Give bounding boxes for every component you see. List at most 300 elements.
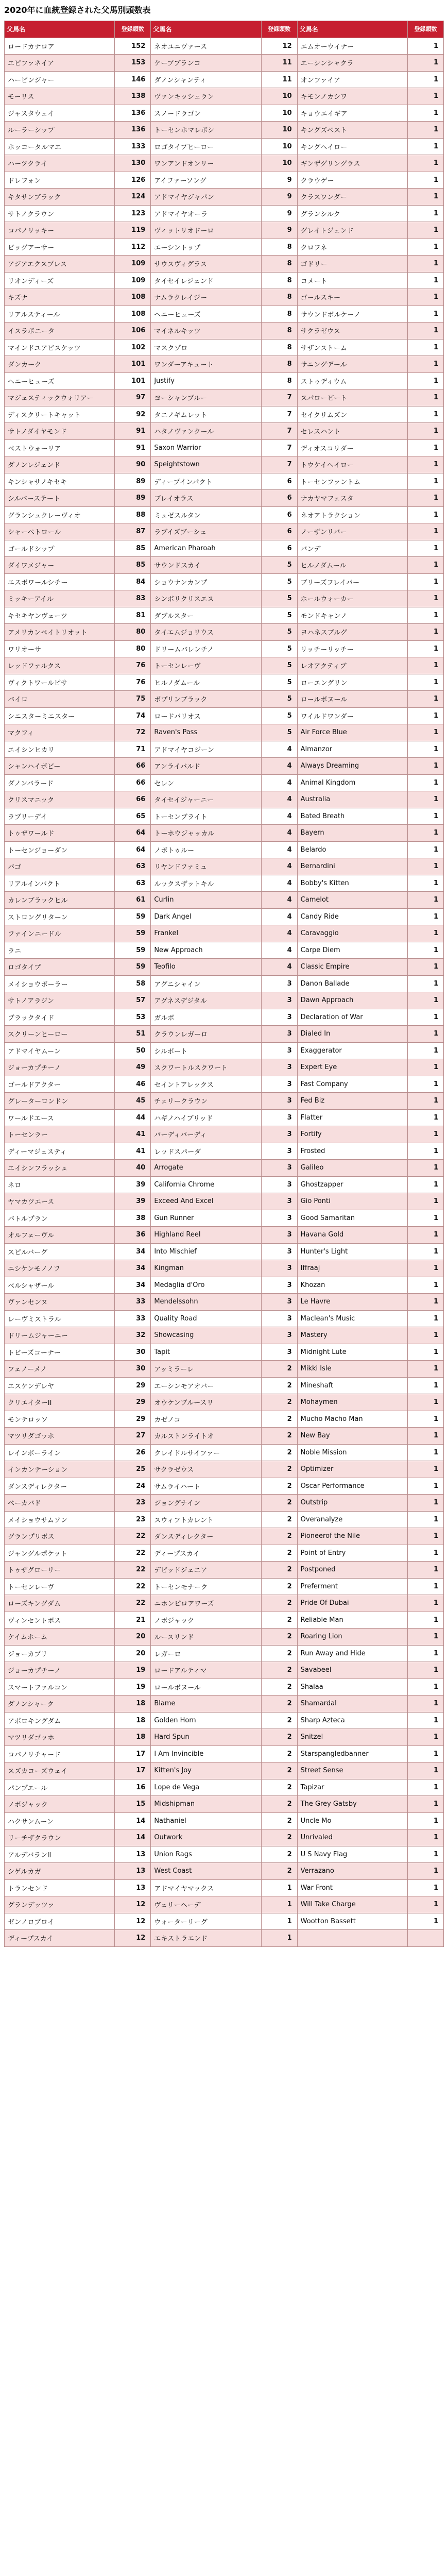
table-row <box>5 858 444 875</box>
sire-name: ノーザンリバー <box>297 523 407 540</box>
registration-count: 2 <box>261 1645 297 1662</box>
registration-count: 1 <box>407 825 443 842</box>
table-row <box>5 1377 444 1394</box>
registration-count: 19 <box>115 1679 151 1696</box>
table-row <box>5 1160 444 1177</box>
sire-name: ダノンシャーク <box>5 1696 115 1713</box>
sire-name: シャーペトロール <box>5 523 115 540</box>
sire-name: サウンドスカイ <box>151 557 261 574</box>
registration-count: 85 <box>115 540 151 557</box>
table-row <box>5 1762 444 1780</box>
sire-name: リッチーリッチー <box>297 640 407 657</box>
sire-name: ルースリンド <box>151 1629 261 1646</box>
registration-count: 18 <box>115 1729 151 1746</box>
sire-name: ニシケンモノノフ <box>5 1260 115 1277</box>
table-row <box>5 758 444 775</box>
sire-name: ヘニーヒューズ <box>151 306 261 323</box>
sire-name: エキストラエンド <box>151 1930 261 1947</box>
registration-count: 1 <box>407 942 443 959</box>
registration-count: 2 <box>261 1377 297 1394</box>
registration-count: 1 <box>407 908 443 925</box>
registration-count: 2 <box>261 1712 297 1729</box>
registration-count: 2 <box>261 1612 297 1629</box>
sire-name: クラウンレガーロ <box>151 1026 261 1043</box>
sire-name: ミッキーアイル <box>5 590 115 607</box>
table-row <box>5 306 444 323</box>
sire-name: New Bay <box>297 1428 407 1445</box>
registration-count: 23 <box>115 1511 151 1528</box>
registration-count: 3 <box>261 992 297 1009</box>
registration-count: 66 <box>115 791 151 808</box>
table-row <box>5 557 444 574</box>
registration-count: 91 <box>115 423 151 440</box>
registration-count: 108 <box>115 289 151 306</box>
registration-count: 29 <box>115 1411 151 1428</box>
sire-name: ヴァンセンヌ <box>5 1294 115 1311</box>
table-row <box>5 590 444 607</box>
registration-count: 6 <box>261 490 297 507</box>
registration-count: 1 <box>407 624 443 641</box>
table-row <box>5 1310 444 1327</box>
table-row <box>5 1193 444 1210</box>
registration-count: 2 <box>261 1696 297 1713</box>
registration-count: 3 <box>261 1176 297 1193</box>
table-row <box>5 1042 444 1059</box>
registration-count: 4 <box>261 959 297 976</box>
registration-count: 80 <box>115 624 151 641</box>
sire-name: サウスヴィグラス <box>151 256 261 273</box>
sire-name: グランシュクレーヴィオ <box>5 506 115 523</box>
registration-count: 7 <box>261 439 297 456</box>
sire-name: クラウゲー <box>297 172 407 189</box>
registration-count: 72 <box>115 724 151 741</box>
sire-name: コパノリチャード <box>5 1745 115 1762</box>
sire-name: ショウナンカンプ <box>151 573 261 590</box>
header-count-1: 登録頭数 <box>115 21 151 38</box>
registration-count: 1 <box>407 406 443 423</box>
table-row <box>5 272 444 289</box>
sire-name: リアルスティール <box>5 306 115 323</box>
sire-name: ヴィットリオドーロ <box>151 222 261 239</box>
registration-count: 1 <box>407 741 443 758</box>
registration-count: 1 <box>407 1227 443 1244</box>
table-row <box>5 1696 444 1713</box>
registration-count: 26 <box>115 1444 151 1461</box>
registration-count: 1 <box>407 1461 443 1478</box>
sire-name: ダノンレジェンド <box>5 456 115 473</box>
sire-name: Outstrip <box>297 1495 407 1512</box>
sire-name: ミュゼスルタン <box>151 506 261 523</box>
sire-name: マスクゾロ <box>151 339 261 356</box>
sire-name: Hunter's Light <box>297 1243 407 1260</box>
table-row <box>5 456 444 473</box>
registration-count: 3 <box>261 1126 297 1143</box>
registration-count: 1 <box>407 607 443 624</box>
registration-count: 130 <box>115 155 151 172</box>
table-row <box>5 1210 444 1227</box>
sire-name: ヴィクトワールピサ <box>5 674 115 691</box>
registration-count: 1 <box>407 1193 443 1210</box>
table-row <box>5 1394 444 1411</box>
sire-name: アドマイヤジャパン <box>151 189 261 206</box>
sire-name: Reliable Man <box>297 1612 407 1629</box>
registration-count: 1 <box>407 1562 443 1579</box>
sire-name: サトノダイヤモンド <box>5 423 115 440</box>
registration-count: 10 <box>261 88 297 105</box>
sire-name: ダノンバラード <box>5 774 115 791</box>
table-row <box>5 105 444 122</box>
registration-count: 59 <box>115 959 151 976</box>
sire-name: Gun Runner <box>151 1210 261 1227</box>
sire-name <box>297 1930 407 1947</box>
sire-name: Raven's Pass <box>151 724 261 741</box>
table-row <box>5 624 444 641</box>
registration-count: 1 <box>407 1243 443 1260</box>
registration-count: 21 <box>115 1612 151 1629</box>
registration-count: 23 <box>115 1495 151 1512</box>
sire-name: Sharp Azteca <box>297 1712 407 1729</box>
sire-name: ルーラーシップ <box>5 122 115 139</box>
sire-name: Mendelssohn <box>151 1294 261 1311</box>
registration-count: 32 <box>115 1327 151 1344</box>
registration-count: 1 <box>407 1863 443 1880</box>
sire-name: ドリームジャーニー <box>5 1327 115 1344</box>
registration-count: 17 <box>115 1745 151 1762</box>
registration-count: 8 <box>261 323 297 340</box>
table-row <box>5 372 444 389</box>
sire-name: シンボリクリスエス <box>151 590 261 607</box>
registration-count: 2 <box>261 1578 297 1595</box>
sire-name: Shalaa <box>297 1679 407 1696</box>
sire-name: キタサンブラック <box>5 189 115 206</box>
sire-name: シゲルカガ <box>5 1863 115 1880</box>
registration-count: 153 <box>115 55 151 72</box>
sire-name: ヨハネスブルグ <box>297 624 407 641</box>
table-row <box>5 1126 444 1143</box>
registration-count: 1 <box>407 1428 443 1445</box>
sire-name: アポロキングダム <box>5 1712 115 1729</box>
registration-count: 24 <box>115 1478 151 1495</box>
sire-name: Good Samaritan <box>297 1210 407 1227</box>
sire-name: ストロングリターン <box>5 908 115 925</box>
sire-name: バーディバーディ <box>151 1126 261 1143</box>
registration-count: 5 <box>261 590 297 607</box>
sire-name: アグニシャイン <box>151 975 261 992</box>
registration-count: 59 <box>115 908 151 925</box>
registration-count: 2 <box>261 1545 297 1562</box>
sire-name: Preferment <box>297 1578 407 1595</box>
sire-name: ダノンシャンティ <box>151 71 261 88</box>
registration-count: 1 <box>407 1879 443 1896</box>
registration-count: 3 <box>261 1310 297 1327</box>
sire-name: トーセンホマレボシ <box>151 122 261 139</box>
sire-name: スパロービート <box>297 389 407 406</box>
sire-name: ワイルドワンダー <box>297 707 407 724</box>
table-row <box>5 1930 444 1947</box>
table-header-row <box>5 21 444 38</box>
sire-name: Almanzor <box>297 741 407 758</box>
registration-count: 1 <box>407 155 443 172</box>
sire-name: グランシルク <box>297 205 407 222</box>
registration-count: 124 <box>115 189 151 206</box>
sire-name: キンシャサノキセキ <box>5 473 115 490</box>
registration-count: 83 <box>115 590 151 607</box>
sire-name: Expert Eye <box>297 1059 407 1076</box>
sire-name: クロフネ <box>297 239 407 256</box>
sire-name: ディープインパクト <box>151 473 261 490</box>
registration-count: 1 <box>407 707 443 724</box>
sire-name: タイセイジャーニー <box>151 791 261 808</box>
sire-name: ワールドエース <box>5 1109 115 1126</box>
registration-count: 5 <box>261 607 297 624</box>
sire-name: Union Rags <box>151 1846 261 1863</box>
table-row <box>5 439 444 456</box>
sire-name: Overanalyze <box>297 1511 407 1528</box>
registration-count: 8 <box>261 239 297 256</box>
registration-count: 50 <box>115 1042 151 1059</box>
sire-name: Saxon Warrior <box>151 439 261 456</box>
registration-count: 1 <box>407 1377 443 1394</box>
sire-name: Savabeel <box>297 1662 407 1679</box>
header-count-2: 登録頭数 <box>261 21 297 38</box>
sire-name: リーチザクラウン <box>5 1829 115 1846</box>
table-row <box>5 925 444 942</box>
registration-count: 27 <box>115 1428 151 1445</box>
sire-name: キセキヤンヴェーツ <box>5 607 115 624</box>
sire-name: トーセンモナーク <box>151 1578 261 1595</box>
table-row <box>5 908 444 925</box>
registration-count: 1 <box>407 1109 443 1126</box>
registration-count: 1 <box>407 573 443 590</box>
sire-name: ワンダーアキュート <box>151 356 261 373</box>
table-row <box>5 774 444 791</box>
registration-count: 5 <box>261 724 297 741</box>
registration-count: 1 <box>407 959 443 976</box>
table-row <box>5 1595 444 1612</box>
registration-count: 7 <box>261 406 297 423</box>
header-count-3: 登録頭数 <box>407 21 443 38</box>
sire-name: ヒルノダムール <box>297 557 407 574</box>
sire-name: ポプリンブラック <box>151 691 261 708</box>
registration-count: 1 <box>407 1344 443 1361</box>
sire-name: サトノアラジン <box>5 992 115 1009</box>
registration-count: 14 <box>115 1829 151 1846</box>
registration-count: 1 <box>407 256 443 273</box>
table-row <box>5 825 444 842</box>
sire-name: シャンハイボビー <box>5 758 115 775</box>
sire-name: Frosted <box>297 1143 407 1160</box>
registration-count: 6 <box>261 540 297 557</box>
registration-count: 1 <box>407 1762 443 1780</box>
registration-count: 1 <box>407 892 443 909</box>
sire-name: War Front <box>297 1879 407 1896</box>
sire-name: アイファーソング <box>151 172 261 189</box>
registration-count: 1 <box>407 1812 443 1829</box>
sire-name: ロールボヌール <box>151 1679 261 1696</box>
registration-count: 5 <box>261 573 297 590</box>
table-row <box>5 892 444 909</box>
registration-count: 10 <box>261 155 297 172</box>
sire-name: ホールウォーカー <box>297 590 407 607</box>
registration-count: 2 <box>261 1361 297 1378</box>
table-row <box>5 1913 444 1930</box>
registration-count: 59 <box>115 942 151 959</box>
registration-count: 1 <box>261 1913 297 1930</box>
registration-count: 18 <box>115 1712 151 1729</box>
sire-name: Kitten's Joy <box>151 1762 261 1780</box>
sire-name: ストゥディウム <box>297 372 407 389</box>
sire-name: ビッグアーサー <box>5 239 115 256</box>
registration-count: 11 <box>261 71 297 88</box>
sire-name: モンドキャンノ <box>297 607 407 624</box>
sire-name: グレーターロンドン <box>5 1093 115 1110</box>
sire-name: ブレイオラス <box>151 490 261 507</box>
registration-count: 3 <box>261 1227 297 1244</box>
registration-count: 1 <box>261 1930 297 1947</box>
sire-name: Point of Entry <box>297 1545 407 1562</box>
sire-name: メイショウボーラー <box>5 975 115 992</box>
sire-name: スウィフトカレント <box>151 1511 261 1528</box>
registration-count: 3 <box>261 1260 297 1277</box>
sire-name: Bayern <box>297 825 407 842</box>
registration-count: 1 <box>407 1779 443 1796</box>
table-row <box>5 490 444 507</box>
registration-count: 2 <box>261 1595 297 1612</box>
registration-count: 3 <box>261 1076 297 1093</box>
registration-count: 123 <box>115 205 151 222</box>
sire-name: キングズベスト <box>297 122 407 139</box>
table-row <box>5 473 444 490</box>
registration-count: 8 <box>261 372 297 389</box>
registration-count: 1 <box>407 758 443 775</box>
registration-count: 1 <box>407 1578 443 1595</box>
registration-count: 102 <box>115 339 151 356</box>
registration-count: 2 <box>261 1779 297 1796</box>
sire-name: スピルバーグ <box>5 1243 115 1260</box>
registration-count: 12 <box>115 1913 151 1930</box>
sire-name: サザンストーム <box>297 339 407 356</box>
registration-count: 3 <box>261 1210 297 1227</box>
sire-name: ヴェリーヘーデ <box>151 1896 261 1913</box>
table-row <box>5 1227 444 1244</box>
sire-name: ネオアトラクション <box>297 506 407 523</box>
registration-count: 89 <box>115 490 151 507</box>
sire-name: ローエングリン <box>297 674 407 691</box>
sire-name: Uncle Mo <box>297 1812 407 1829</box>
sire-name: モンテロッソ <box>5 1411 115 1428</box>
sire-name: タイエムジョリウス <box>151 624 261 641</box>
registration-count: 1 <box>407 724 443 741</box>
sire-name: エムオーウイナー <box>297 38 407 55</box>
sire-name: Highland Reel <box>151 1227 261 1244</box>
registration-count: 88 <box>115 506 151 523</box>
registration-count: 126 <box>115 172 151 189</box>
sire-name: サニングデール <box>297 356 407 373</box>
sire-name: ロゴタイプヒーロー <box>151 138 261 155</box>
table-row <box>5 1528 444 1545</box>
header-sire-name-1: 父馬名 <box>5 21 115 38</box>
sire-name: カゼノコ <box>151 1411 261 1428</box>
registration-count: 5 <box>261 557 297 574</box>
registration-count: 12 <box>115 1896 151 1913</box>
sire-name: Caravaggio <box>297 925 407 942</box>
sire-name: アドマイヤムーン <box>5 1042 115 1059</box>
registration-count: 51 <box>115 1026 151 1043</box>
registration-count: 18 <box>115 1696 151 1713</box>
sire-name: クリエイターII <box>5 1394 115 1411</box>
table-row <box>5 841 444 858</box>
sire-name: ディープスカイ <box>5 1930 115 1947</box>
registration-count: 40 <box>115 1160 151 1177</box>
sire-name: Fortify <box>297 1126 407 1143</box>
table-row <box>5 1143 444 1160</box>
table-row <box>5 791 444 808</box>
table-row <box>5 1093 444 1110</box>
registration-count: 1 <box>407 841 443 858</box>
sire-name: Fed Biz <box>297 1093 407 1110</box>
sire-name: Galileo <box>297 1160 407 1177</box>
registration-count: 2 <box>261 1495 297 1512</box>
registration-count: 1 <box>407 691 443 708</box>
registration-count: 36 <box>115 1227 151 1244</box>
registration-count: 109 <box>115 272 151 289</box>
registration-count: 41 <box>115 1143 151 1160</box>
registration-count: 1 <box>407 1210 443 1227</box>
sire-name: Speightstown <box>151 456 261 473</box>
registration-count: 1 <box>407 1277 443 1294</box>
table-row <box>5 607 444 624</box>
registration-count: 1 <box>407 1411 443 1428</box>
registration-count: 3 <box>261 1344 297 1361</box>
sire-name: The Grey Gatsby <box>297 1796 407 1813</box>
sire-name: Bobby's Kitten <box>297 875 407 892</box>
registration-count: 1 <box>407 1913 443 1930</box>
sire-name: ウォーターリーグ <box>151 1913 261 1930</box>
registration-count: 152 <box>115 38 151 55</box>
registration-count: 2 <box>261 1428 297 1445</box>
registration-count: 1 <box>407 189 443 206</box>
table-row <box>5 741 444 758</box>
registration-count: 13 <box>115 1846 151 1863</box>
sire-name: ゴールスキー <box>297 289 407 306</box>
registration-count: 2 <box>261 1729 297 1746</box>
registration-count: 2 <box>261 1762 297 1780</box>
sire-name: ダイワメジャー <box>5 557 115 574</box>
registration-count: 1 <box>407 372 443 389</box>
table-row <box>5 1176 444 1193</box>
registration-count: 63 <box>115 858 151 875</box>
sire-name: スマートファルコン <box>5 1679 115 1696</box>
registration-count: 92 <box>115 406 151 423</box>
registration-count: 89 <box>115 473 151 490</box>
registration-count: 9 <box>261 222 297 239</box>
registration-count: 1 <box>407 1846 443 1863</box>
sire-name: スクリーンヒーロー <box>5 1026 115 1043</box>
registration-count: 66 <box>115 758 151 775</box>
registration-count: 1 <box>407 272 443 289</box>
sire-name: エイシンヒカリ <box>5 741 115 758</box>
table-row <box>5 523 444 540</box>
sire-name: ホッコータルマエ <box>5 138 115 155</box>
registration-count: 8 <box>261 289 297 306</box>
sire-name: ワリオーサ <box>5 640 115 657</box>
registration-count: 3 <box>261 1059 297 1076</box>
table-row <box>5 1260 444 1277</box>
table-row <box>5 1679 444 1696</box>
registration-count: 1 <box>407 1093 443 1110</box>
sire-name: サトノクラウン <box>5 205 115 222</box>
registration-count: 9 <box>261 189 297 206</box>
